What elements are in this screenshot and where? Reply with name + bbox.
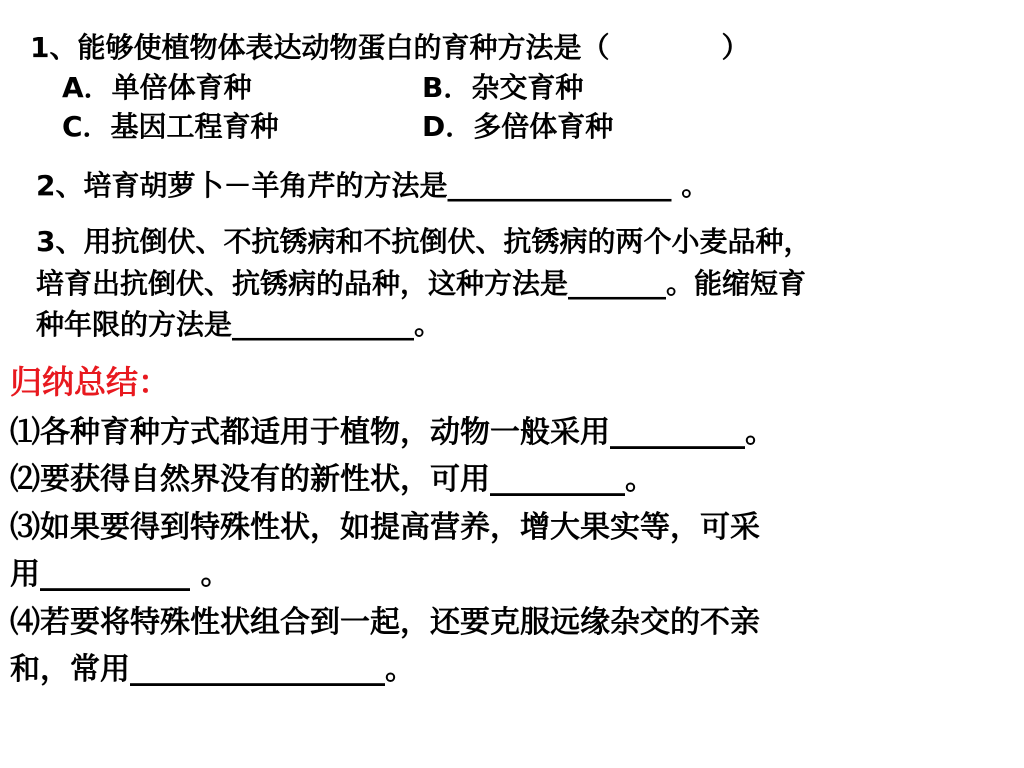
q1-option-a: A．单倍体育种 xyxy=(62,71,252,104)
q1-options-row-1 xyxy=(62,71,584,104)
summary-heading: 归纳总结： xyxy=(10,363,171,401)
q1-stem: 1、能够使植物体表达动物蛋白的育种方法是（ ） xyxy=(30,31,750,64)
q1-options-row-2 xyxy=(62,110,614,143)
summary-item-1: ⑴各种育种方式都适用于植物，动物一般采用_________。 xyxy=(10,415,775,450)
summary-item-4-line-1: ⑷若要将特殊性状组合到一起，还要克服远缘杂交的不亲 xyxy=(10,605,760,640)
q3-line-3: 种年限的方法是_____________。 xyxy=(36,308,443,341)
summary-item-2: ⑵要获得自然界没有的新性状，可用_________。 xyxy=(10,462,655,497)
summary-item-3-line-2: 用__________ 。 xyxy=(10,557,231,592)
question-2: 2、培育胡萝卜－羊角芹的方法是________________ 。 xyxy=(36,169,710,202)
q1-option-c: C．基因工程育种 xyxy=(62,110,279,143)
q1-option-b: B．杂交育种 xyxy=(422,71,584,104)
summary-item-3-line-1: ⑶如果要得到特殊性状，如提高营养，增大果实等，可采 xyxy=(10,510,760,545)
q3-line-1: 3、用抗倒伏、不抗锈病和不抗倒伏、抗锈病的两个小麦品种， xyxy=(36,225,812,258)
q3-line-2: 培育出抗倒伏、抗锈病的品种，这种方法是_______。能缩短育 xyxy=(36,267,807,300)
q1-option-d: D．多倍体育种 xyxy=(422,110,614,143)
summary-item-4-line-2: 和，常用_________________。 xyxy=(10,652,415,687)
